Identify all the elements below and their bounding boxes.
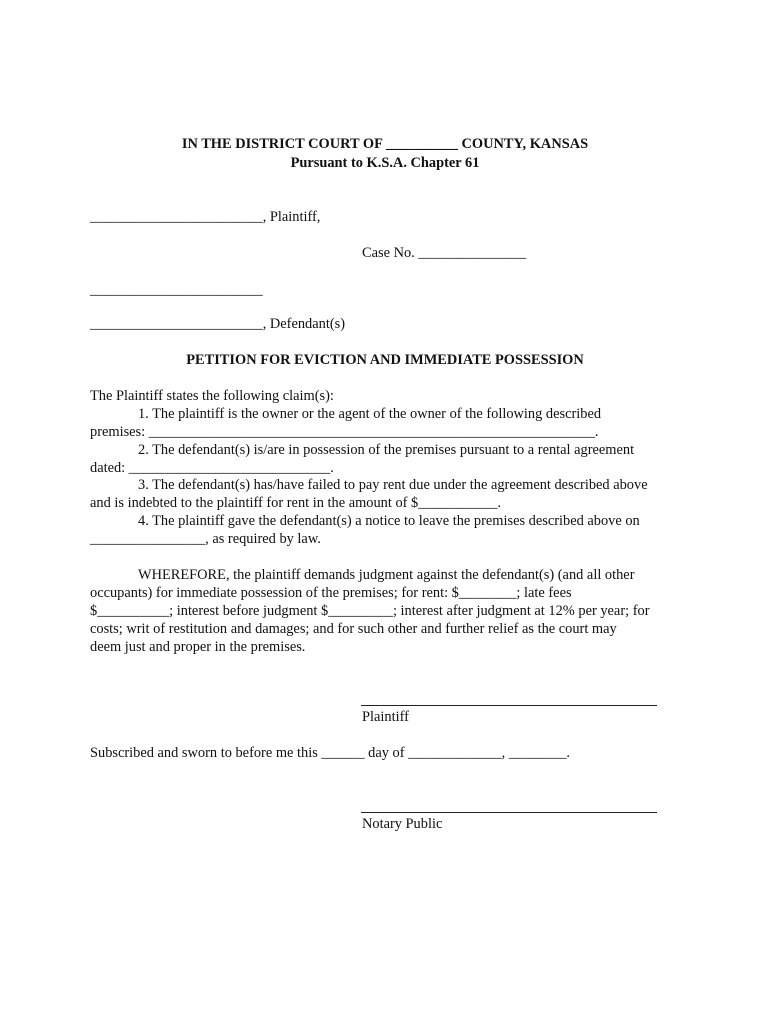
notary-signature-label: Notary Public (362, 816, 443, 832)
notary-signature-line[interactable] (361, 812, 657, 813)
sworn-statement-field[interactable]: Subscribed and sworn to before me this ______ day of _____________, ________. (90, 745, 571, 761)
case-number-field[interactable]: Case No. _______________ (362, 245, 527, 261)
wherefore-line-2[interactable]: occupants) for immediate possession of the premises; for rent: $________; late fees (90, 585, 572, 601)
statute-subheading: Pursuant to K.S.A. Chapter 61 (290, 155, 480, 171)
claim-1-premises-field[interactable]: premises: ______________________________________________________________. (90, 424, 599, 440)
plaintiff-name-field[interactable]: ________________________, Plaintiff, (90, 209, 321, 225)
party-blank-line[interactable]: ________________________ (90, 282, 263, 298)
claim-3-line-1: 3. The defendant(s) has/have failed to pay rent due under the agreement described above (138, 477, 648, 493)
wherefore-line-1: WHEREFORE, the plaintiff demands judgment against the defendant(s) (and all other (138, 567, 635, 583)
wherefore-line-4: costs; writ of restitution and damages; and for such other and further relief as the court may (90, 621, 617, 637)
claim-1-line-1: 1. The plaintiff is the owner or the agent of the owner of the following described (138, 406, 602, 422)
claim-2-line-1: 2. The defendant(s) is/are in possession of the premises pursuant to a rental agreement (138, 442, 635, 458)
plaintiff-signature-line[interactable] (361, 705, 657, 706)
claim-3-amount-field[interactable]: and is indebted to the plaintiff for rent in the amount of $___________. (90, 495, 501, 511)
claim-2-date-field[interactable]: dated: ____________________________. (90, 460, 334, 476)
claim-4-notice-date-field[interactable]: ________________, as required by law. (90, 531, 321, 547)
defendant-name-field[interactable]: ________________________, Defendant(s) (90, 316, 345, 332)
claims-intro: The Plaintiff states the following claim(s): (90, 388, 334, 404)
wherefore-line-3[interactable]: $__________; interest before judgment $_________; interest after judgment at 12% per year; for (90, 603, 650, 619)
court-heading: IN THE DISTRICT COURT OF __________ COUNTY, KANSAS (181, 136, 589, 152)
wherefore-line-5: deem just and proper in the premises. (90, 639, 306, 655)
plaintiff-signature-label: Plaintiff (362, 709, 409, 725)
claim-4-line-1: 4. The plaintiff gave the defendant(s) a notice to leave the premises described above on (138, 513, 640, 529)
petition-title: PETITION FOR EVICTION AND IMMEDIATE POSSESSION (186, 352, 584, 368)
